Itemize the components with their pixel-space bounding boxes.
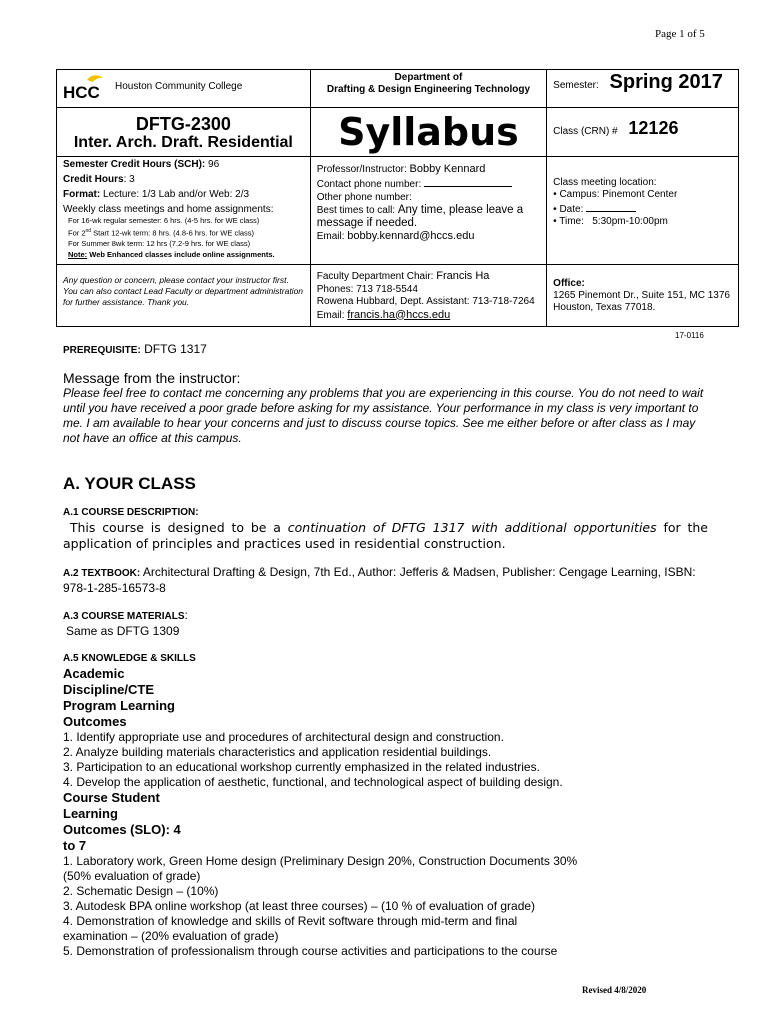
plo-heading-3: Program Learning [63,698,175,713]
instructor-cell [310,157,546,265]
format-label: Format: [63,189,101,200]
weekly-16wk: For 16-wk regular semester: 6 hrs. (4-5 hrs. for WE class) [68,216,260,225]
department-cell [310,70,546,108]
instructor-label: Professor/Instructor: [316,164,407,175]
a1-post: for the application of principles and practices used in residential construction. [63,520,708,551]
prerequisite [63,342,708,358]
sch-label: Semester Credit Hours (SCH): [63,159,206,170]
weekly-heading: Weekly class meetings and home assignments: [63,204,274,215]
office-cell [547,265,739,327]
concern-cell [57,265,311,327]
sch-value: 96 [208,159,220,170]
a2-textbook [63,565,708,596]
instructor-message [63,370,708,446]
slo-item-5: 5. Demonstration of professionalism through course activities and participations to the course [63,944,558,958]
hours-cell [57,157,311,265]
weekly-8wk: For Summer 8wk term: 12 hrs (7.2-9 hrs. for WE class) [68,238,251,248]
your-class-section [63,476,708,959]
syllabus-cell [310,108,546,157]
semester-label: Semester: [553,80,599,91]
a5-knowledge-skills [63,651,708,959]
office-label: Office: [553,278,585,289]
slo-heading-2: Learning [63,806,118,821]
location-heading: Class meeting location: [553,177,657,188]
college-cell [57,70,311,108]
slo-item-1: 1. Laboratory work, Green Home design (Preliminary Design 20%, Construction Documents 30% (50% evaluation of grade) [63,854,578,883]
best-times-value: Any time, please leave a message if needed. [316,204,524,229]
chair-cell [310,265,546,327]
instructor-name: Bobby Kennard [409,163,486,175]
prerequisite-label: PREREQUISITE: [63,345,141,356]
semester-value: Spring 2017 [609,71,723,93]
a2-label: A.2 TEXTBOOK: [63,568,141,579]
contact-phone-blank [424,176,512,187]
instructor-email-label: Email: [316,231,345,242]
section-heading-your-class: A. YOUR CLASS [63,474,196,493]
hcc-logo-icon [63,74,109,100]
crn-label: Class (CRN) # [553,126,618,137]
chair-label: Faculty Department Chair: [316,271,434,282]
slo-item-3: 3. Autodesk BPA online workshop (at least three courses) – (10 % of evaluation of grade) [63,899,536,913]
slo-heading-4: to 7 [63,838,87,853]
chair-phones: Phones: 713 718-5544 [316,283,418,295]
plo-item-4: 4. Develop the application of aesthetic, functional, and technological aspect of building design. [63,775,563,789]
course-cell [57,108,311,157]
instructor-email[interactable]: bobby.kennard@hccs.edu [347,230,475,242]
college-name: Houston Community College [115,81,243,92]
a1-course-description [63,520,708,552]
plo-heading-4: Outcomes [63,714,127,729]
slo-heading-3: Outcomes (SLO): 4 [63,822,181,837]
department-line-2: Drafting & Design Engineering Technology [326,84,531,95]
location-date-label: • Date: [553,204,587,215]
office-line-2: Houston, Texas 77018. [553,302,656,313]
plo-item-2: 2. Analyze building materials characteristics and application residential buildings. [63,745,492,759]
a1-italic: continuation of DFTG 1317 with additional opportunities [287,520,657,535]
chair-email-label: Email: [316,309,345,321]
location-time-value: 5:30pm-10:00pm [592,216,668,227]
weekly-12wk-sup: nd [85,228,92,234]
location-time-label: • Time: [553,216,584,227]
course-code: DFTG-2300 [135,114,231,134]
concern-text: Any question or concern, please contact your instructor first. You can also contact Lead Faculty or department administration for further assistance. Thank you. [63,275,304,307]
location-date-blank [586,201,636,212]
chair-assistant: Rowena Hubbard, Dept. Assistant: 713-718-7264 [316,296,535,307]
plo-heading-1: Academic [63,666,125,681]
note-label: Note: [68,249,88,259]
chair-email-link[interactable]: francis.ha@hccs.edu [347,308,451,321]
logo-text: HCC [63,83,100,100]
semester-cell [547,70,739,108]
slo-item-2: 2. Schematic Design – (10%) [63,884,219,898]
message-heading: Message from the instructor: [63,370,241,386]
chair-name: Francis Ha [436,270,490,282]
weekly-12wk-pre: For 2 [68,228,86,238]
weekly-12wk [63,226,304,239]
note [63,249,304,261]
syllabus-title: Syllabus [338,110,519,154]
plo-heading-2: Discipline/CTE [63,682,155,697]
a3-colon: : [184,608,188,622]
slo-item-4: 4. Demonstration of knowledge and skills of Revit software through mid-term and final examination – (20% evaluation of grade) [63,914,518,943]
a3-label: A.3 COURSE MATERIALS [63,611,185,622]
a5-label: A.5 KNOWLEDGE & SKILLS [63,653,196,664]
message-body: Please feel free to contact me concerning any problems that you are experiencing in this course. You do not need to wait until you have received a poor grade before asking for my assistance. Your performance in my class is very important to me. I am available to hear your concerns and just to discuss course topics. See me either before or after class as I may not have an office at this campus. [63,386,704,445]
a1-label: A.1 COURSE DESCRIPTION: [63,507,199,518]
plo-item-1: 1. Identify appropriate use and procedures of architectural design and construction. [63,730,504,744]
plo-item-3: 3. Participation to an educational workshop currently emphasized in the related industries. [63,760,540,774]
syllabus-header-table [56,69,739,327]
document-code: 17-0116 [675,331,704,340]
slo-heading-1: Course Student [63,790,160,805]
a1-pre: This course is designed to be a [69,520,288,535]
credit-label: Credit Hours [63,174,124,185]
best-times-label: Best times to call: [316,205,396,216]
a3-value: Same as DFTG 1309 [66,624,180,638]
revised-date: Revised 4/8/2020 [582,985,647,995]
office-line-1: 1265 Pinemont Dr., Suite 151, MC 1376 [553,290,730,301]
location-campus: • Campus: Pinemont Center [553,189,678,200]
a2-value: Architectural Drafting & Design, 7th Ed., Author: Jefferis & Madsen, Publisher: Cengage Learning, ISBN: 978-1-285-16573-8 [63,565,696,595]
page-number: Page 1 of 5 [655,28,705,40]
other-phone-label: Other phone number: [316,192,412,203]
note-text: Web Enhanced classes include online assignments. [87,249,275,259]
credit-value: : 3 [123,174,135,185]
location-cell [547,157,739,265]
contact-phone-label: Contact phone number: [316,179,422,190]
weekly-12wk-post: Start 12-wk term: 8 hrs. (4.8-6 hrs. for WE class) [91,228,255,238]
course-title: Inter. Arch. Draft. Residential [73,134,293,151]
prerequisite-value: DFTG 1317 [144,342,207,356]
a3-materials [63,608,708,639]
crn-cell [547,108,739,157]
format-value: Lecture: 1/3 Lab and/or Web: 2/3 [103,189,250,200]
department-line-1: Department of [394,72,463,83]
crn-value: 12126 [628,118,679,138]
